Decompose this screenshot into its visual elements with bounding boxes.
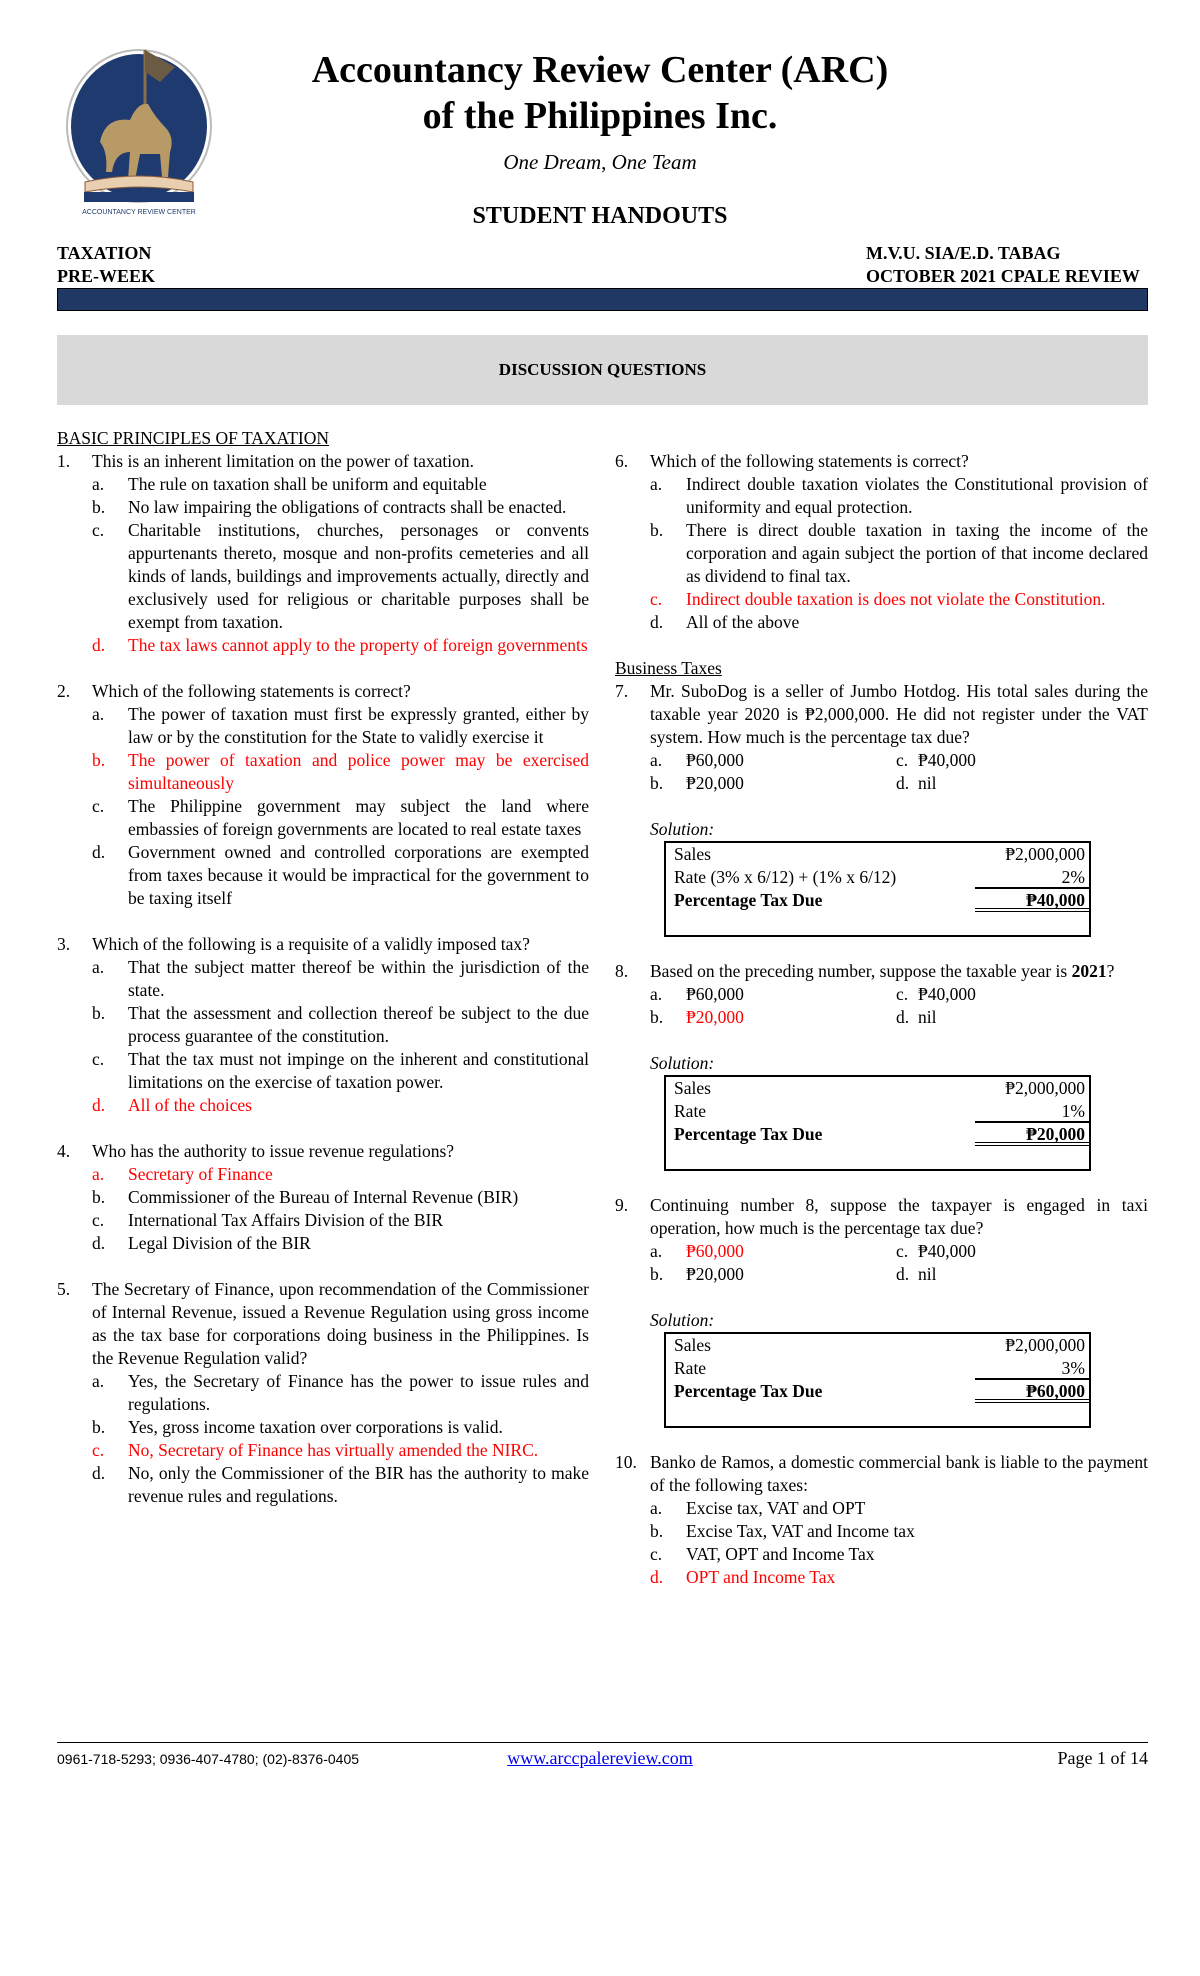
question-text [92, 680, 589, 703]
choice-text: ₱20,000 [686, 1264, 744, 1284]
choice-letter: a. [650, 984, 663, 1004]
answer-choice[interactable] [896, 983, 1096, 1006]
choice-letter: b. [92, 497, 106, 517]
answer-choice[interactable] [650, 983, 896, 1006]
question-number: 8. [615, 961, 629, 981]
question-text-main: This is an inherent limitation on the power of taxation. [92, 451, 475, 471]
question-text-after: ? [1106, 961, 1115, 981]
choice-letter: a. [650, 474, 663, 494]
choice-text: No, only the Commissioner of the BIR has the authority to make revenue rules and regulations. [128, 1463, 589, 1506]
right-column [615, 450, 1148, 1612]
choice-text: Excise tax, VAT and OPT [686, 1498, 866, 1518]
choice-letter: a. [650, 750, 663, 770]
section-heading: Business Taxes [615, 658, 722, 678]
question-text [92, 450, 589, 473]
choice-letter: b. [650, 1521, 664, 1541]
solution-item: Sales [674, 1335, 711, 1355]
choice-letter: d. [92, 1233, 106, 1253]
answer-choice[interactable] [650, 1543, 1148, 1566]
answer-choice[interactable] [92, 795, 589, 841]
review-period: OCTOBER 2021 CPALE REVIEW [866, 266, 1140, 286]
answer-choice[interactable] [92, 519, 589, 634]
authors: M.V.U. SIA/E.D. TABAG [866, 243, 1061, 263]
choice-letter: b. [92, 1417, 106, 1437]
choice-text: Yes, gross income taxation over corporations is valid. [128, 1417, 503, 1437]
correct-answer-text: ₱60,000 [686, 1241, 744, 1261]
svg-text:ACCOUNTANCY REVIEW CENTER: ACCOUNTANCY REVIEW CENTER [82, 209, 196, 216]
choice-letter: b. [650, 773, 664, 793]
correct-answer-text: The tax laws cannot apply to the property of foreign governments [128, 635, 588, 655]
solution-item: Rate [674, 1101, 707, 1121]
question-number: 10. [615, 1452, 637, 1472]
org-title-line1: Accountancy Review Center (ARC) [311, 49, 889, 91]
question-item [615, 1194, 1148, 1428]
solution-item: Rate (3% x 6/12) + (1% x 6/12) [674, 867, 897, 887]
question-text-main: Which of the following statements is correct? [92, 681, 411, 701]
choice-text: International Tax Affairs Division of the BIR [128, 1210, 444, 1230]
solution-amount: 3% [975, 1357, 1089, 1380]
choice-text: ₱40,000 [918, 984, 976, 1004]
choice-text: ₱40,000 [918, 1241, 976, 1261]
solution [650, 1052, 1148, 1171]
question-text [92, 1140, 589, 1163]
answer-choice[interactable] [650, 1520, 1148, 1543]
choice-text: The rule on taxation shall be uniform and equitable [128, 474, 487, 494]
question-text-main: Which of the following is a requisite of a validly imposed tax? [92, 934, 530, 954]
correct-answer-text: No, Secretary of Finance has virtually amended the NIRC. [128, 1440, 539, 1460]
answer-choice[interactable] [92, 473, 589, 496]
choice-text: ₱40,000 [918, 750, 976, 770]
choice-letter: a. [650, 1498, 663, 1518]
choice-letter: a. [92, 474, 105, 494]
choice-letter: d. [896, 1264, 910, 1284]
question-item [57, 1278, 589, 1508]
footer-website-link[interactable]: www.arccpalereview.com [507, 1748, 693, 1768]
answer-choice[interactable] [650, 473, 1148, 519]
answer-choice[interactable] [92, 1048, 589, 1094]
solution-amount: 2% [975, 866, 1089, 889]
choice-text: VAT, OPT and Income Tax [686, 1544, 875, 1564]
answer-choice[interactable] [650, 1497, 1148, 1520]
choice-text: All of the above [686, 612, 800, 632]
choice-letter: d. [92, 635, 106, 655]
solution-row [666, 843, 1089, 866]
question-text-main: Who has the authority to issue revenue regulations? [92, 1141, 455, 1161]
question-number: 4. [57, 1141, 71, 1161]
question-text-main: Mr. SuboDog is a seller of Jumbo Hotdog. His total sales during the taxable year 2020 is ₱2,000,000. He did not register under the VAT system. How much is the percentage tax due? [650, 681, 1148, 747]
question-text [650, 680, 1148, 749]
answer-choice[interactable] [92, 956, 589, 1002]
question-item [615, 1451, 1148, 1589]
question-text-main: Which of the following statements is correct? [650, 451, 969, 471]
question-text-main: Continuing number 8, suppose the taxpayer is engaged in taxi operation, how much is the percentage tax due? [650, 1195, 1148, 1238]
question-item [615, 680, 1148, 937]
solution-table [664, 841, 1091, 937]
question-item [57, 933, 589, 1117]
solution-item: Sales [674, 1078, 711, 1098]
correct-answer-text: ₱20,000 [686, 1007, 744, 1027]
answer-choice[interactable] [650, 1263, 896, 1286]
choice-letter: a. [92, 1371, 105, 1391]
choice-text: The Philippine government may subject the land where embassies of foreign governments are located to real estate taxes [128, 796, 589, 839]
question-stem [57, 933, 589, 956]
question-text-main: The Secretary of Finance, upon recommendation of the Commissioner of Internal Revenue, issued a Revenue Regulation using gross income as the tax base for corporations doing business in the Philippines. Is the Revenue Regulation valid? [92, 1279, 589, 1368]
answer-choice[interactable] [92, 749, 589, 795]
choice-letter: d. [92, 842, 106, 862]
choice-text: ₱60,000 [686, 984, 744, 1004]
question-stem [57, 450, 589, 473]
question-stem [57, 1278, 589, 1370]
answer-choice[interactable] [650, 519, 1148, 588]
choice-letter: d. [92, 1095, 106, 1115]
footer-divider [57, 1742, 1148, 1743]
answer-choice[interactable] [650, 749, 896, 772]
answer-choice[interactable] [92, 1439, 589, 1462]
choice-letter: c. [896, 750, 909, 770]
question-item [57, 450, 589, 657]
solution-amount: ₱2,000,000 [1005, 844, 1085, 864]
answer-choice[interactable] [92, 1416, 589, 1439]
solution-row [666, 1357, 1089, 1380]
choice-text: ₱20,000 [686, 773, 744, 793]
answer-choice[interactable] [92, 1163, 589, 1186]
solution-item: Percentage Tax Due [674, 890, 823, 910]
question-number: 5. [57, 1279, 71, 1299]
author-info [866, 242, 1140, 288]
answer-choice[interactable] [92, 1094, 589, 1117]
correct-answer-text: Indirect double taxation is does not violate the Constitution. [686, 589, 1106, 609]
question-stem [615, 1194, 1148, 1240]
solution-amount: 1% [975, 1100, 1089, 1123]
solution-item: Percentage Tax Due [674, 1124, 823, 1144]
choice-letter: d. [650, 1567, 664, 1587]
question-item [615, 960, 1148, 1171]
answer-choice[interactable] [92, 1002, 589, 1048]
question-item [57, 680, 589, 910]
choice-text: Government owned and controlled corporations are exempted from taxes because it would be impractical for the government to be taxing itself [128, 842, 589, 908]
correct-answer-text: The power of taxation and police power may be exercised simultaneously [128, 750, 589, 793]
question-text [650, 1194, 1148, 1240]
answer-choice[interactable] [92, 1209, 589, 1232]
choice-text: There is direct double taxation in taxing the income of the corporation and again subject the portion of that income declared as dividend to final tax. [686, 520, 1148, 586]
correct-answer-text: OPT and Income Tax [686, 1567, 836, 1587]
choice-letter: c. [92, 1440, 105, 1460]
answer-choice[interactable] [92, 634, 589, 657]
question-number: 2. [57, 681, 71, 701]
answer-choice[interactable] [650, 1006, 896, 1029]
solution-row [666, 889, 1089, 912]
choice-letter: b. [92, 750, 106, 770]
footer-phones: 0961-718-5293; 0936-407-4780; (02)-8376-0405 [57, 1751, 360, 1767]
answer-choice[interactable] [650, 1240, 896, 1263]
question-stem [57, 1140, 589, 1163]
choice-letter: a. [92, 957, 105, 977]
question-number: 1. [57, 451, 71, 471]
solution-amount: ₱20,000 [975, 1123, 1089, 1146]
answer-choice[interactable] [92, 1186, 589, 1209]
choice-letter: b. [650, 1264, 664, 1284]
solution-item: Sales [674, 844, 711, 864]
choice-letter: c. [92, 520, 105, 540]
choice-letter: d. [896, 773, 910, 793]
answer-choice[interactable] [92, 1462, 589, 1508]
question-item [57, 1140, 589, 1255]
choice-text: Indirect double taxation violates the Constitutional provision of uniformity and equal protection. [686, 474, 1148, 517]
question-stem [615, 450, 1148, 473]
answer-choice[interactable] [92, 703, 589, 749]
question-text-bold: 2021 [1071, 961, 1107, 981]
answer-choice[interactable] [92, 1232, 589, 1255]
solution-amount: ₱2,000,000 [1005, 1335, 1085, 1355]
choice-letter: c. [896, 1241, 909, 1261]
section-banner-label: DISCUSSION QUESTIONS [498, 360, 707, 379]
question-stem [57, 680, 589, 703]
question-number: 3. [57, 934, 71, 954]
period: PRE-WEEK [57, 266, 156, 286]
solution-row [666, 866, 1089, 889]
choice-text: That the assessment and collection thereof be subject to the due process guarantee of the constitution. [128, 1003, 589, 1046]
question-item [615, 450, 1148, 634]
choice-text: Commissioner of the Bureau of Internal Revenue (BIR) [128, 1187, 519, 1207]
answer-choice[interactable] [896, 1006, 1096, 1029]
choice-letter: c. [650, 589, 663, 609]
subject: TAXATION [57, 243, 152, 263]
question-stem [615, 960, 1148, 983]
choice-letter: c. [92, 796, 105, 816]
answer-choice[interactable] [650, 772, 896, 795]
solution-table [664, 1332, 1091, 1428]
answer-choice[interactable] [92, 1370, 589, 1416]
choice-letter: d. [92, 1463, 106, 1483]
solution-amount: ₱2,000,000 [1005, 1078, 1085, 1098]
solution-label: Solution: [650, 819, 715, 839]
choice-text: nil [918, 1264, 937, 1284]
choice-letter: a. [650, 1241, 663, 1261]
choice-letter: c. [92, 1210, 105, 1230]
answer-choice[interactable] [92, 841, 589, 910]
solution [650, 1309, 1148, 1428]
header-bar [57, 288, 1148, 311]
choice-text: Excise Tax, VAT and Income tax [686, 1521, 915, 1541]
solution-label: Solution: [650, 1310, 715, 1330]
choice-text: That the tax must not impinge on the inherent and constitutional limitations on the exercise of taxation power. [128, 1049, 589, 1092]
choice-letter: b. [92, 1003, 106, 1023]
choice-text: Charitable institutions, churches, personages or convents appurtenants thereto, mosque and non-profits cemeteries and all kinds of lands, buildings and improvements actually, directly and exclusively used for religious or charitable purposes shall be exempt from taxation. [128, 520, 589, 632]
answer-choice[interactable] [650, 1566, 1148, 1589]
choice-letter: c. [896, 984, 909, 1004]
doc-type: STUDENT HANDOUTS [472, 203, 728, 229]
question-text-main: Based on the preceding number, suppose the taxable year is [650, 961, 1068, 981]
question-text [650, 450, 1148, 473]
solution-table [664, 1075, 1091, 1171]
solution-amount: ₱40,000 [975, 889, 1089, 912]
section-heading: BASIC PRINCIPLES OF TAXATION [57, 428, 329, 448]
answer-choice[interactable] [92, 496, 589, 519]
answer-choices [650, 1240, 1148, 1286]
choice-letter: d. [650, 612, 664, 632]
page-number: Page 1 of 14 [1057, 1748, 1148, 1768]
answer-choices [650, 983, 1148, 1029]
subject-info [57, 242, 155, 288]
answer-choice[interactable] [896, 749, 1096, 772]
answer-choice[interactable] [896, 772, 1096, 795]
correct-answer-text: All of the choices [128, 1095, 252, 1115]
correct-answer-text: Secretary of Finance [128, 1164, 273, 1184]
tagline: One Dream, One Team [503, 150, 697, 174]
solution [650, 818, 1148, 937]
choice-letter: c. [92, 1049, 105, 1069]
choice-text: nil [918, 773, 937, 793]
solution-row [666, 1380, 1089, 1403]
answer-choice[interactable] [896, 1263, 1096, 1286]
solution-row [666, 1077, 1089, 1100]
solution-item: Rate [674, 1358, 707, 1378]
arc-logo [60, 42, 218, 217]
answer-choices [650, 749, 1148, 795]
choice-text: ₱60,000 [686, 750, 744, 770]
choice-letter: b. [650, 1007, 664, 1027]
question-number: 6. [615, 451, 629, 471]
left-column [57, 427, 589, 1531]
question-stem [615, 680, 1148, 749]
question-number: 9. [615, 1195, 629, 1215]
answer-choice[interactable] [650, 588, 1148, 611]
solution-row [666, 1334, 1089, 1357]
question-text [92, 933, 589, 956]
choice-letter: d. [896, 1007, 910, 1027]
choice-letter: b. [92, 1187, 106, 1207]
choice-text: No law impairing the obligations of contracts shall be enacted. [128, 497, 567, 517]
question-text [650, 960, 1148, 983]
choice-letter: a. [92, 704, 105, 724]
org-title-line2: of the Philippines Inc. [422, 95, 778, 137]
solution-label: Solution: [650, 1053, 715, 1073]
solution-amount: ₱60,000 [975, 1380, 1089, 1403]
question-stem [615, 1451, 1148, 1497]
question-text-main: Banko de Ramos, a domestic commercial bank is liable to the payment of the following taxes: [650, 1452, 1148, 1495]
choice-text: That the subject matter thereof be within the jurisdiction of the state. [128, 957, 589, 1000]
choice-text: nil [918, 1007, 937, 1027]
choice-letter: b. [650, 520, 664, 540]
question-number: 7. [615, 681, 629, 701]
solution-item: Percentage Tax Due [674, 1381, 823, 1401]
section-banner [57, 335, 1148, 405]
answer-choice[interactable] [650, 611, 1148, 634]
question-text [650, 1451, 1148, 1497]
choice-text: Legal Division of the BIR [128, 1233, 311, 1253]
choice-letter: a. [92, 1164, 105, 1184]
choice-letter: c. [650, 1544, 663, 1564]
answer-choice[interactable] [896, 1240, 1096, 1263]
solution-row [666, 1123, 1089, 1146]
solution-row [666, 1100, 1089, 1123]
choice-text: Yes, the Secretary of Finance has the power to issue rules and regulations. [128, 1371, 589, 1414]
choice-text: The power of taxation must first be expressly granted, either by law or by the constitution for the State to validly exercise it [128, 704, 589, 747]
question-text [92, 1278, 589, 1370]
